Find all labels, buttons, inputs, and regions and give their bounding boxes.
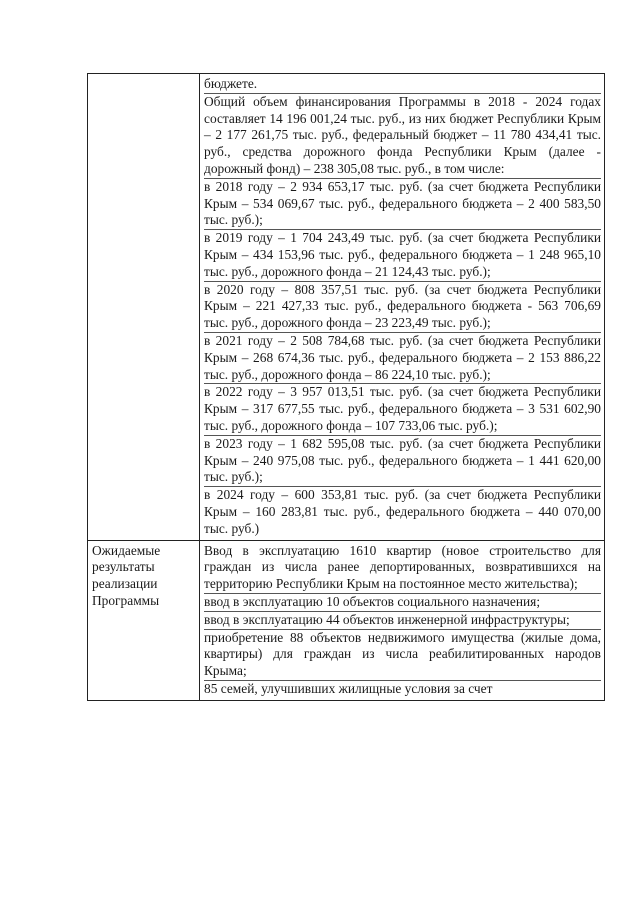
results-entry-families: 85 семей, улучшивших жилищные условия за счет [204, 680, 493, 696]
results-row [88, 540, 605, 700]
results-label-line: Программы [92, 592, 160, 608]
results-label-cell [88, 540, 200, 700]
financing-entry-2019: в 2019 году – 1 704 243,49 тыс. руб. (за счет бюджета Республики Крым – 434 153,96 тыс. руб., федерального бюджета – 1 248 965,10 тыс. руб., дорожного фонда – 21 124,43 тыс. руб.); [204, 230, 601, 281]
financing-label-cell [88, 74, 200, 541]
results-entry-real-estate: приобретение 88 объектов недвижимого имущества (жилые дома, квартиры) для граждан из числа реабилитированных народов Крыма; [204, 630, 601, 681]
financing-row [88, 74, 605, 541]
results-label-line: Ожидаемые [92, 542, 161, 558]
results-value-cell [200, 540, 605, 700]
program-passport-table [87, 73, 605, 701]
results-entry-social: ввод в эксплуатацию 10 объектов социального назначения; [204, 594, 601, 612]
financing-entry-2021: в 2021 году – 2 508 784,68 тыс. руб. (за счет бюджета Республики Крым – 268 674,36 тыс. руб., федерального бюджета – 2 153 886,22 тыс. руб., дорожного фонда – 86 224,10 тыс. руб.); [204, 333, 601, 384]
financing-entry-0: бюджете. [204, 76, 601, 94]
financing-value-cell [200, 74, 605, 541]
results-label-line: результаты [92, 559, 155, 575]
results-entry-infrastructure: ввод в эксплуатацию 44 объектов инженерной инфраструктуры; [204, 612, 601, 630]
financing-entry-1: Общий объем финансирования Программы в 2018 - 2024 годах составляет 14 196 001,24 тыс. руб., из них бюджет Республики Крым – 2 177 261,75 тыс. руб., федеральный бюджет – 11 780 434,41 тыс. руб., средства дорожного фонда Республики Крым (далее - дорожный фонд) – 238 305,08 тыс. руб., в том числе: [204, 94, 601, 179]
financing-entry-2023: в 2023 году – 1 682 595,08 тыс. руб. (за счет бюджета Республики Крым – 240 975,08 тыс. руб., федерального бюджета – 1 441 620,00 тыс. руб.); [204, 436, 601, 487]
results-label-line: реализации [92, 576, 158, 592]
financing-entry-2024: в 2024 году – 600 353,81 тыс. руб. (за счет бюджета Республики Крым – 160 283,81 тыс. руб., федерального бюджета – 440 070,00 тыс. руб.) [204, 487, 601, 536]
results-entry-housing: Ввод в эксплуатацию 1610 квартир (новое строительство для граждан из числа ранее депортированных, возвратившихся на территорию Республики Крым на постоянное место жительства); [204, 543, 601, 594]
financing-entry-2018: в 2018 году – 2 934 653,17 тыс. руб. (за счет бюджета Республики Крым – 534 069,67 тыс. руб., федерального бюджета – 2 400 583,50 тыс. руб.); [204, 179, 601, 230]
financing-entry-2022: в 2022 году – 3 957 013,51 тыс. руб. (за счет бюджета Республики Крым – 317 677,55 тыс. руб., федерального бюджета – 3 531 602,90 тыс. руб., дорожного фонда – 107 733,06 тыс. руб.); [204, 384, 601, 435]
financing-entry-2020: в 2020 году – 808 357,51 тыс. руб. (за счет бюджета Республики Крым – 221 427,33 тыс. руб., федерального бюджета - 563 706,69 тыс. руб., дорожного фонда – 23 223,49 тыс. руб.); [204, 282, 601, 333]
